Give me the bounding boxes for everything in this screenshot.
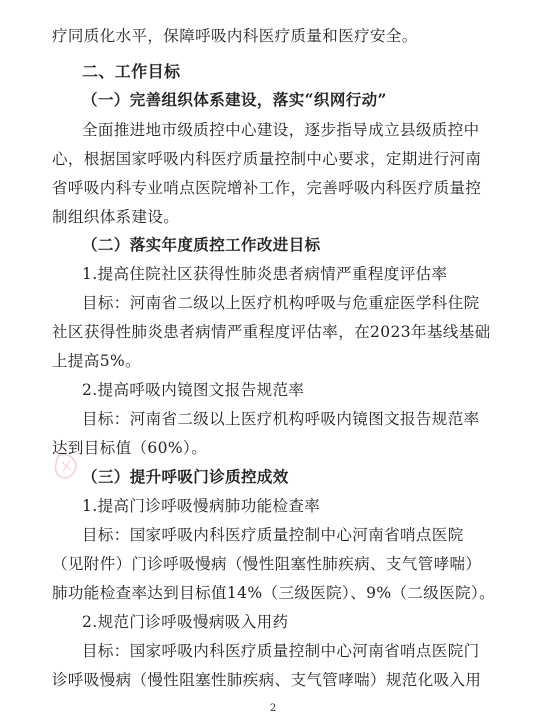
paragraph-line: 上提高5%。	[52, 352, 141, 370]
paragraph-line: 达到目标值（60%）。	[52, 439, 208, 457]
subheading-1: （一）完善组织体系建设，落实“织网行动”	[82, 90, 387, 109]
item-heading: 1.提高住院社区获得性肺炎患者病情严重程度评估率	[82, 265, 448, 283]
paragraph-line: 目标：国家呼吸内科医疗质量控制中心河南省哨点医院	[82, 526, 464, 544]
page-number: 2	[269, 703, 277, 714]
paragraph-line: 诊呼吸慢病（慢性阻塞性肺疾病、支气管哮喘）规范化吸入用	[52, 671, 482, 689]
paragraph-line: 社区获得性肺炎患者病情严重程度评估率，在2023年基线基础	[52, 323, 491, 341]
paragraph-line: 心，根据国家呼吸内科医疗质量控制中心要求，定期进行河南	[52, 150, 482, 168]
subheading-2: （二）落实年度质控工作改进目标	[82, 235, 321, 254]
paragraph-line: 目标：河南省二级以上医疗机构呼吸内镜图文报告规范率	[82, 410, 480, 428]
section-heading-work-goals: 二、工作目标	[82, 62, 181, 81]
paragraph-line: 目标：河南省二级以上医疗机构呼吸与危重症医学科住院	[82, 294, 480, 312]
subheading-3: （三）提升呼吸门诊质控成效	[82, 467, 289, 486]
paragraph-line: 肺功能检查率达到目标值14%（三级医院）、9%（二级医院）。	[52, 584, 496, 602]
paragraph-line: 制组织体系建设。	[52, 208, 180, 226]
item-heading: 2.规范门诊呼吸慢病吸入用药	[82, 613, 289, 631]
paragraph-line: 省呼吸内科专业哨点医院增补工作，完善呼吸内科医疗质量控	[52, 179, 482, 197]
item-heading: 1.提高门诊呼吸慢病肺功能检查率	[82, 497, 321, 515]
paragraph-line: 全面推进地市级质控中心建设，逐步指导成立县级质控中	[82, 121, 480, 139]
paragraph-line: 目标：国家呼吸内科医疗质量控制中心河南省哨点医院门	[82, 642, 480, 660]
paragraph-line: （见附件）门诊呼吸慢病（慢性阻塞性肺疾病、支气管哮喘）	[52, 555, 482, 573]
faded-seal-mark	[52, 452, 82, 484]
paragraph-line: 疗同质化水平，保障呼吸内科医疗质量和医疗安全。	[52, 27, 418, 45]
item-heading: 2.提高呼吸内镜图文报告规范率	[82, 381, 305, 399]
